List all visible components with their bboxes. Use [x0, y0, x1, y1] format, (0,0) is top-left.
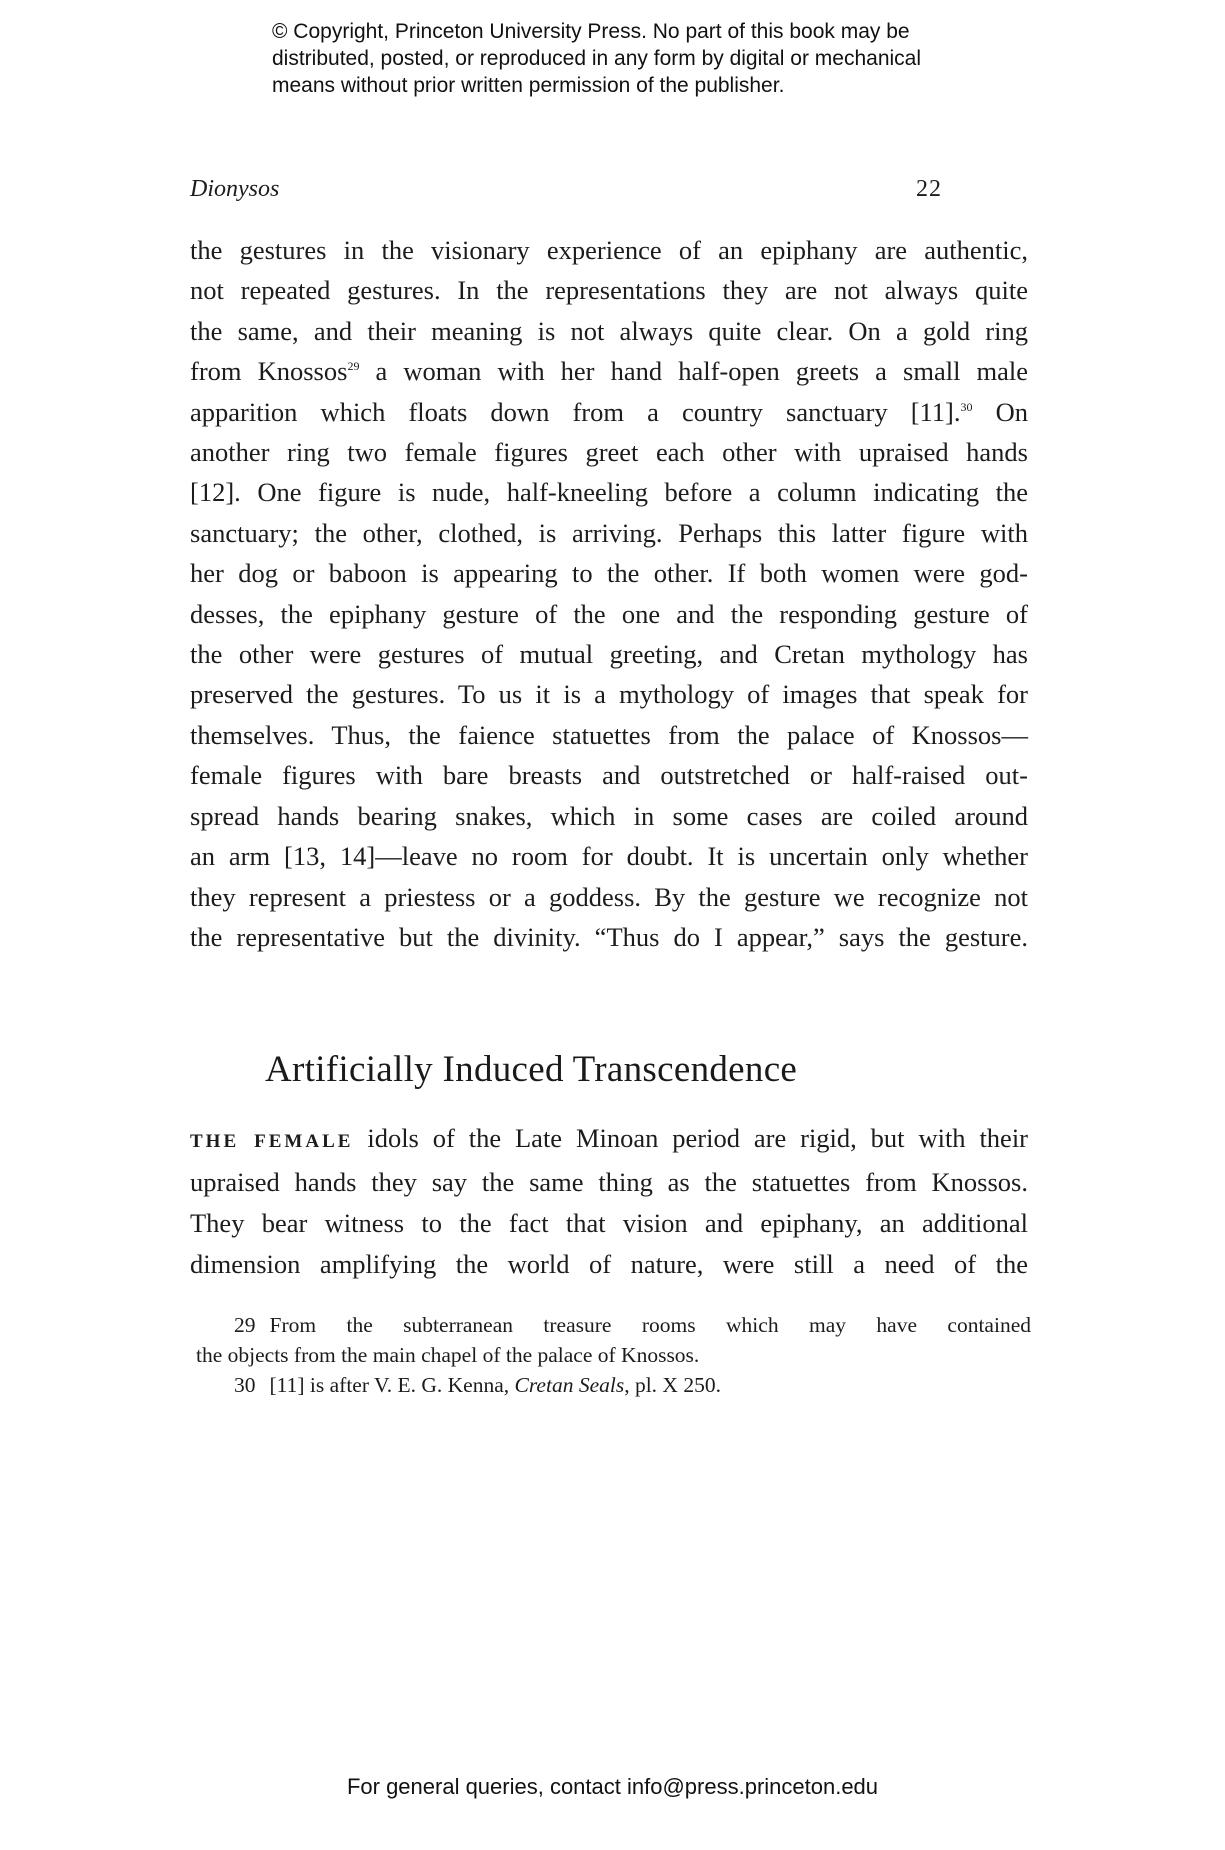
lead-smallcaps: THE FEMALE [190, 1131, 354, 1152]
copyright-line: © Copyright, Princeton University Press. No part of this book may be [272, 20, 910, 43]
text-line: upraised hands they say the same thing as the statuettes from Knossos. [190, 1167, 1028, 1197]
footnote-29-continuation: the objects from the main chapel of the palace of Knossos. [196, 1343, 700, 1367]
footnote-number: 30 [234, 1373, 256, 1397]
body-paragraph [190, 230, 1028, 957]
running-title: Dionysos [190, 176, 280, 202]
text-line: [12]. One figure is nude, half-kneeling before a column indicating the [190, 477, 1028, 508]
section-heading: Artificially Induced Transcendence [265, 1049, 798, 1090]
page-number: 22 [916, 176, 942, 202]
text-line: themselves. Thus, the faience statuettes from the palace of Knossos— [190, 719, 1028, 750]
text-line: another ring two female figures greet each other with upraised hands [190, 437, 1028, 468]
footnote-text: , pl. X 250. [624, 1373, 721, 1397]
text-line: They bear witness to the fact that vision and epiphany, an additional [190, 1208, 1028, 1238]
text-line: not repeated gestures. In the representations they are not always quite [190, 275, 1028, 306]
text-fragment: apparition which floats down from a country sanctuary [11]. [190, 396, 961, 427]
text-line [190, 392, 1028, 432]
copyright-line: distributed, posted, or reproduced in any form by digital or mechanical [272, 47, 922, 70]
text-line: they represent a priestess or a goddess. By the gesture we recognize not [190, 881, 1028, 912]
text-line: spread hands bearing snakes, which in some cases are coiled around [190, 800, 1028, 831]
footnote-29 [196, 1310, 1031, 1340]
text-fragment: idols of the Late Minoan period are rigid, but with their [367, 1123, 1029, 1153]
text-fragment: On [995, 396, 1028, 427]
footnote-ref-30: 30 [960, 399, 973, 414]
text-line: dimension amplifying the world of nature, were still a need of the [190, 1249, 1028, 1279]
text-line: female figures with bare breasts and outstretched or half-raised out- [190, 760, 1028, 791]
footnotes [196, 1310, 1031, 1400]
text-line [190, 1118, 1028, 1162]
text-line: preserved the gestures. To us it is a mythology of images that speak for [190, 679, 1028, 710]
footnote-number: 29 [234, 1313, 256, 1337]
text-line: sanctuary; the other, clothed, is arriving. Perhaps this latter figure with [190, 517, 1028, 548]
footnote-ref-29: 29 [347, 359, 360, 374]
running-head [190, 176, 942, 210]
contact-footer: For general queries, contact info@press.princeton.edu [346, 1774, 879, 1799]
text-line: the gestures in the visionary experience of an epiphany are authentic, [190, 235, 1028, 265]
text-fragment: a woman with her hand half-open greets a small male [375, 356, 1029, 387]
footnote-text: From the subterranean treasure rooms which may have contained [269, 1313, 1031, 1337]
copyright-line: means without prior written permission of the publisher. [272, 74, 785, 97]
text-line: the same, and their meaning is not always quite clear. On a gold ring [190, 315, 1028, 346]
text-line: an arm [13, 14]—leave no room for doubt. It is uncertain only whether [190, 841, 1028, 872]
footnote-text: [11] is after V. E. G. Kenna, [269, 1373, 510, 1397]
text-line: desses, the epiphany gesture of the one and the responding gesture of [190, 598, 1028, 629]
text-line: the other were gestures of mutual greeting, and Cretan mythology has [190, 639, 1028, 670]
text-line [190, 351, 1028, 391]
footnote-30 [196, 1370, 1031, 1400]
copyright-notice [272, 18, 992, 99]
text-line: the representative but the divinity. “Thus do I appear,” says the gesture. [190, 921, 1028, 952]
section-paragraph [190, 1118, 1028, 1285]
footnote-book-title: Cretan Seals [514, 1373, 625, 1397]
text-line: her dog or baboon is appearing to the other. If both women were god- [190, 558, 1028, 589]
text-fragment: from Knossos [190, 356, 348, 387]
